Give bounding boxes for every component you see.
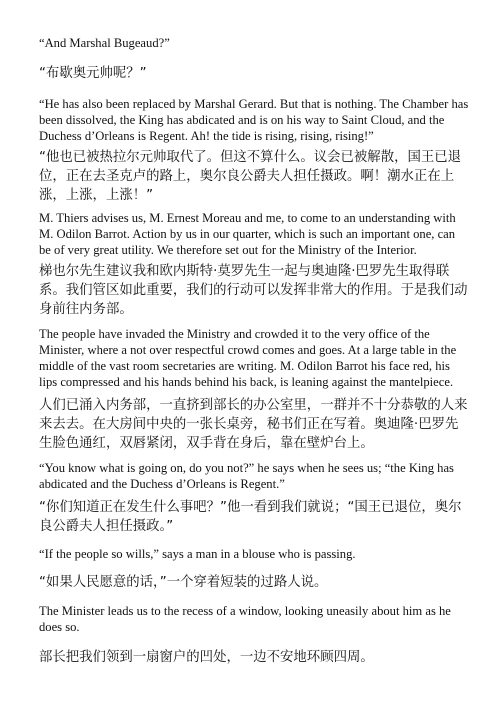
paragraph-zh-3: 梯也尔先生建议我和欧内斯特·莫罗先生一起与奥迪隆·巴罗先生取得联系。我们管区如此重要，我们的行动可以发挥非常大的作用。于是我们动身前往内务部。 bbox=[39, 264, 468, 317]
paragraph-en-3: M. Thiers advises us, M. Ernest Moreau and me, to come to an understanding with M. Odilon Barrot. Action by us in our quarter, which is such an important one, can be of very great utility. We therefore set out for the Ministry of the Interior. bbox=[39, 211, 456, 257]
paragraph-zh-1: “布歇奥元帅呢？” bbox=[39, 66, 147, 81]
paragraph-en-5: “You know what is going on, do you not?” he says when he sees us; “the King has abdicated and the Duchess d’Orleans is Regent.” bbox=[39, 461, 454, 491]
paragraph-zh-5: “你们知道正在发生什么事吧？”他一看到我们就说；“国王已退位，奥尔良公爵夫人担任摄政。” bbox=[39, 500, 462, 534]
paragraph-zh-6: “如果人民愿意的话，”一个穿着短装的过路人说。 bbox=[39, 575, 328, 590]
paragraph-en-2: “He has also been replaced by Marshal Gerard. But that is nothing. The Chamber has been dissolved, the King has abdicated and is on his way to Saint Cloud, and the Duchess d’Orleans is Regent. Ah! the tide is rising, rising, rising!” bbox=[39, 97, 469, 143]
paragraph-zh-7: 部长把我们领到一扇窗户的凹处，一边不安地环顾四周。 bbox=[39, 650, 374, 665]
paragraph-en-1: “And Marshal Bugeaud?” bbox=[39, 36, 170, 50]
paragraph-zh-2: “他也已被热拉尔元帅取代了。但这不算什么。议会已被解散，国王已退位，正在去圣克卢的路上，奥尔良公爵夫人担任摄政。啊！潮水正在上涨，上涨，上涨！” bbox=[39, 150, 462, 203]
paragraph-en-6: “If the people so wills,” says a man in a blouse who is passing. bbox=[39, 547, 356, 561]
paragraph-zh-4: 人们已涌入内务部，一直挤到部长的办公室里，一群并不十分恭敬的人来来去去。在大房间中央的一张长桌旁，秘书们正在写着。奥迪隆·巴罗先生脸色通红，双唇紧闭，双手背在身后，靠在壁炉台上。 bbox=[39, 398, 468, 451]
paragraph-en-4: The people have invaded the Ministry and crowded it to the very office of the Minister, where a not over respectful crowd comes and goes. At a large table in the middle of the vast room secretaries are writing. M. Odilon Barrot his face red, his lips compressed and his hands behind his back, is leaning against the mantelpiece. bbox=[39, 327, 457, 389]
paragraph-en-7: The Minister leads us to the recess of a window, looking uneasily about him as he does so. bbox=[39, 604, 451, 634]
